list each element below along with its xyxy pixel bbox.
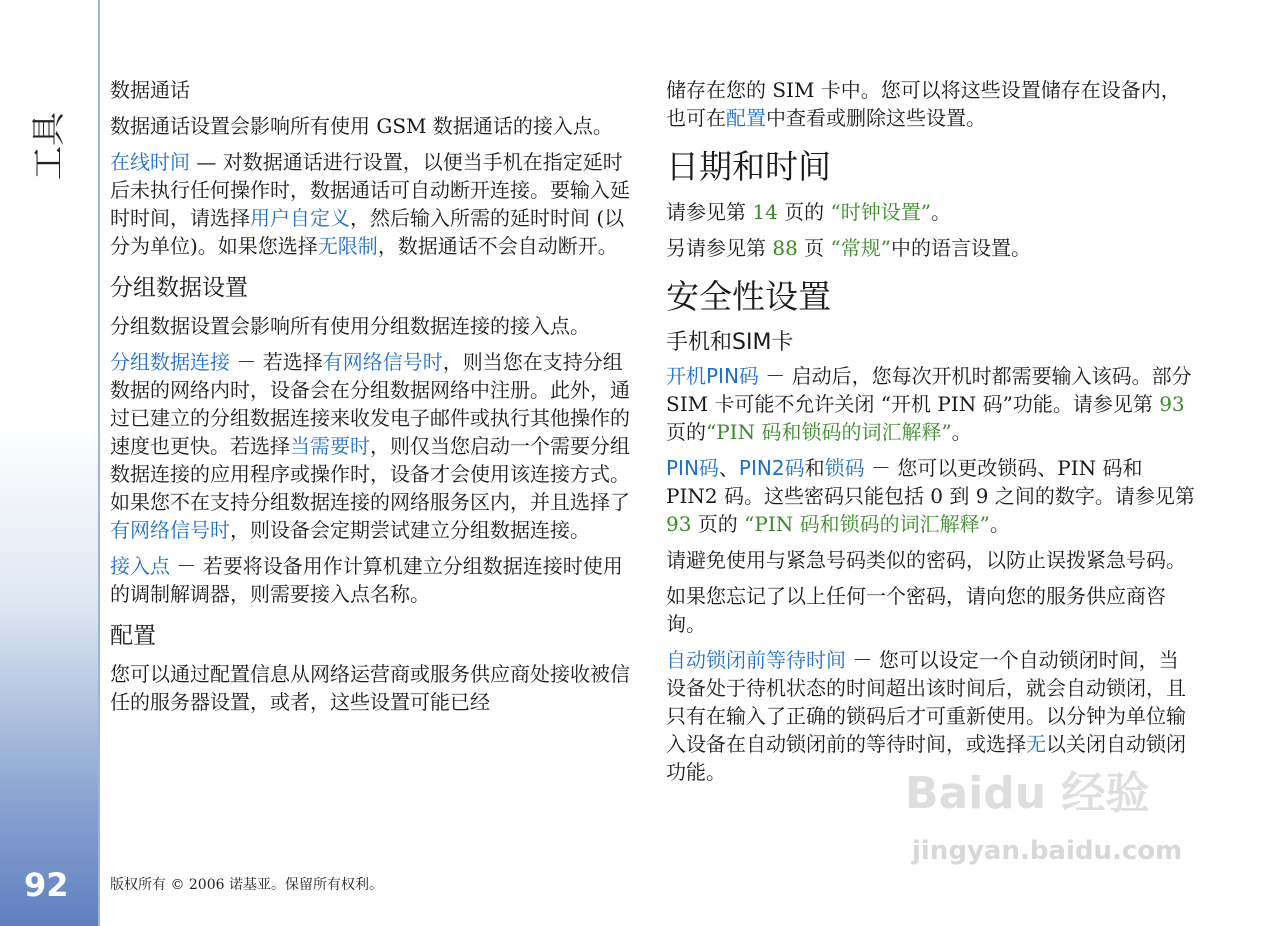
term: PIN码 xyxy=(666,456,719,480)
term: 无限制 xyxy=(317,234,378,258)
heading-phone-sim: 手机和SIM卡 xyxy=(666,330,794,355)
term: 锁码 xyxy=(824,456,865,480)
term: 配置 xyxy=(726,106,766,130)
paragraph-pin: 开机PIN码 － 启动后，您每次开机时都需要输入该码。部分 SIM 卡可能不允许关闭 “开机 PIN 码”功能。请参见第 93 页的“PIN 码和锁码的词汇解释”。 xyxy=(666,364,1192,444)
term: 用户自定义 xyxy=(250,206,350,230)
cross-reference: “PIN 码和锁码的词汇解释” xyxy=(744,512,990,536)
paragraph-codes: PIN码、PIN2码和锁码 － 您可以更改锁码、PIN 码和 PIN2 码。这些密码只能包括 0 到 9 之间的数字。请参见第 93 页的 “PIN 码和锁码的词汇解释”。 xyxy=(666,456,1195,536)
term: 分组数据连接 xyxy=(110,350,230,374)
cross-reference: “时钟设置” xyxy=(830,200,931,224)
left-column xyxy=(110,76,640,724)
paragraph-packet-conn: 分组数据连接 － 若选择有网络信号时，则当您在支持分组数据的网络内时，设备会在分组数据网络中注册。此外，通过已建立的分组数据连接来收发电子邮件或执行其他操作的速度也更快。若选择当需要时，则仅当您启动一个需要分组数据连接的应用程序或操作时，设备才会使用该连接方式。如果您不在支持分组数据连接的网络服务区内，并且选择了有网络信号时，则设备会定期尝试建立分组数据连接。 xyxy=(110,350,630,542)
heading-packet-data: 分组数据设置 xyxy=(110,275,248,301)
paragraph-online-time: 在线时间 — 对数据通话进行设置，以便当手机在指定延时后未执行任何操作时，数据通话可自动断开连接。要输入延时时间，请选择用户自定义，然后输入所需的延时时间 (以分为单位)。如果您选择无限制，数据通话不会自动断开。 xyxy=(110,150,630,258)
right-column xyxy=(666,76,1196,794)
term: 有网络信号时 xyxy=(110,518,230,542)
term: PIN2码 xyxy=(738,456,805,480)
heading-config: 配置 xyxy=(110,623,156,649)
paragraph-autolock: 自动锁闭前等待时间 － 您可以设定一个自动锁闭时间，当设备处于待机状态的时间超出该时间后，就会自动锁闭，且只有在输入了正确的锁码后才可重新使用。以分钟为单位输入设备在自动锁闭前的等待时间，或选择无以关闭自动锁闭功能。 xyxy=(666,648,1186,784)
paragraph: 如果您忘记了以上任何一个密码，请向您的服务供应商咨询。 xyxy=(666,584,1166,636)
watermark-logo: Baidu 经验 xyxy=(905,768,1150,819)
heading-data-call: 数据通话 xyxy=(110,78,190,102)
heading-date-time: 日期和时间 xyxy=(666,147,831,186)
watermark-url: jingyan.baidu.com xyxy=(912,836,1183,866)
paragraph-access-point: 接入点 － 若要将设备用作计算机建立分组数据连接时使用的调制解调器，则需要接入点名称。 xyxy=(110,554,623,606)
heading-security: 安全性设置 xyxy=(666,277,831,316)
paragraph-dt2: 另请参见第 88 页 “常规”中的语言设置。 xyxy=(666,236,1031,260)
paragraph-config-cont: 储存在您的 SIM 卡中。您可以将这些设置储存在设备内，也可在配置中查看或删除这些设置。 xyxy=(666,78,1181,130)
section-title: 工具 xyxy=(29,112,69,180)
cross-reference: “PIN 码和锁码的词汇解释” xyxy=(706,420,952,444)
term: 当需要时 xyxy=(290,434,370,458)
cross-reference: “常规” xyxy=(830,236,891,260)
paragraph: 您可以通过配置信息从网络运营商或服务供应商处接收被信任的服务器设置，或者，这些设置可能已经 xyxy=(110,662,630,714)
term: 在线时间 xyxy=(110,150,190,174)
paragraph: 请避免使用与紧急号码类似的密码，以防止误拨紧急号码。 xyxy=(666,548,1186,572)
sidebar-divider xyxy=(98,0,100,926)
copyright-footer: 版权所有 © 2006 诺基亚。保留所有权利。 xyxy=(110,877,383,893)
term: 开机PIN码 xyxy=(666,364,759,388)
paragraph: 分组数据设置会影响所有使用分组数据连接的接入点。 xyxy=(110,314,590,338)
term: 有网络信号时 xyxy=(322,350,443,374)
paragraph-dt1: 请参见第 14 页的 “时钟设置”。 xyxy=(666,200,951,224)
paragraph: 数据通话设置会影响所有使用 GSM 数据通话的接入点。 xyxy=(110,114,613,138)
page-number: 92 xyxy=(24,866,69,904)
term: 接入点 xyxy=(110,554,170,578)
term: 无 xyxy=(1026,732,1046,756)
term: 自动锁闭前等待时间 xyxy=(666,648,846,672)
